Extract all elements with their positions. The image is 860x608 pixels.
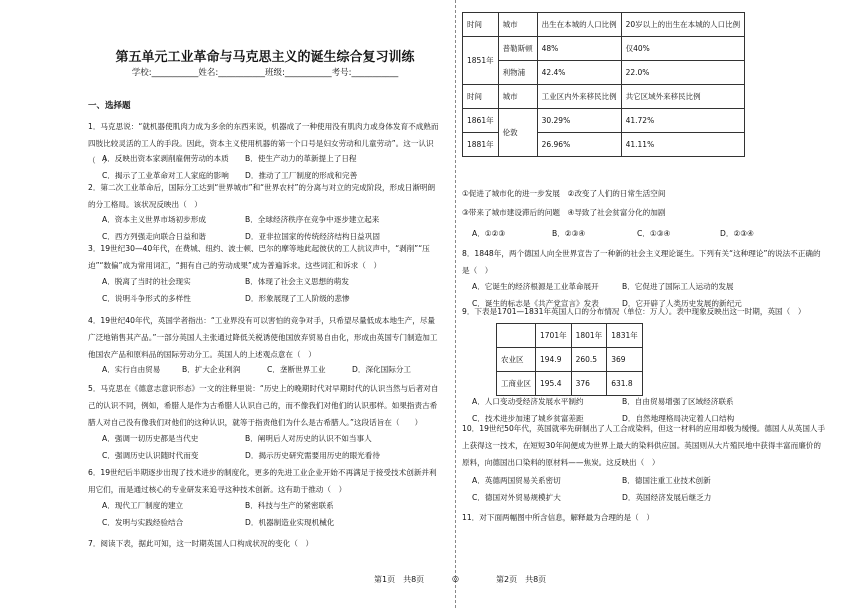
- population-composition-table: [462, 12, 745, 157]
- question-2-option-c[interactable]: C．西方列强走向联合日益和谐: [102, 232, 207, 241]
- question-10-option-b[interactable]: B．德国注重工业技术创新: [622, 476, 711, 485]
- question-3-option-d[interactable]: D．形象展现了工人阶级的悲惨: [245, 294, 350, 303]
- table-cell: 26.96%: [537, 133, 621, 157]
- paper-title: 第五单元工业革命与马克思主义的诞生综合复习训练: [115, 50, 415, 65]
- question-11-stem: 11．对下面两幅图中所含信息，解释最为合理的是（ ）: [462, 513, 654, 522]
- question-7-option-a[interactable]: A．①②③: [472, 229, 506, 238]
- table-row: [463, 13, 745, 37]
- table-cell: 369: [607, 348, 643, 372]
- question-6-option-c[interactable]: C．发明与实践经验结合: [102, 518, 184, 527]
- table-cell: 1701年: [536, 324, 572, 348]
- question-4-stem: 4．19世纪40年代，英国学者指出：“工业界没有可以害怕的竞争对手，只希望尽量低成本地生产，尽量广泛地销售其产品。”一部分英国人主张通过降低关税诱使他国放弃贸易自由化，形成由英国专门制造加工他国农产品和原料品的国际劳动分工。英国人的上述观点意在（ ）: [88, 316, 438, 359]
- question-2-stem: 2．第二次工业革命后，国际分工达到“世界城市”和“世界农村”的分离与对立的完成阶段，形成日渐明朗的分工格局。该状况反映出（ ）: [88, 183, 436, 209]
- table-cell: 出生在本城的人口比例: [537, 13, 621, 37]
- question-7-option-c[interactable]: C．①③④: [637, 229, 671, 238]
- question-6-option-d[interactable]: D．机器制造业实现机械化: [245, 518, 335, 527]
- table-cell: 1881年: [463, 133, 499, 157]
- table-cell: 195.4: [536, 372, 572, 396]
- table-cell: 631.8: [607, 372, 643, 396]
- table-row: [463, 85, 745, 109]
- table-cell: 260.5: [571, 348, 607, 372]
- table-cell: 共它区域外来移民比例: [621, 85, 745, 109]
- question-8-option-d[interactable]: D．它开辟了人类历史发展的新纪元: [622, 299, 742, 308]
- question-1-stem: 1．马克思说：“就机器使肌肉力成为多余的东西来说，机器成了一种使用没有肌肉力或身体发育不成熟而四肢比较灵活的工人的手段。因此，资本主义使用机器的第一个口号是妇女劳动和儿童劳动”。这一认识（ ）: [88, 122, 439, 165]
- table-cell: 376: [571, 372, 607, 396]
- question-2-option-b[interactable]: B．全球经济秩序在竞争中逐步建立起来: [245, 215, 380, 224]
- question-7-option-d[interactable]: D．②③④: [720, 229, 754, 238]
- table-cell: 时间: [463, 13, 499, 37]
- question-2-option-a[interactable]: A．资本主义世界市场初步形成: [102, 215, 206, 224]
- question-4-option-b[interactable]: B．扩大企业利润: [182, 365, 241, 374]
- table-cell: 1861年: [463, 109, 499, 133]
- table-cell: 城市: [498, 13, 537, 37]
- question-5-stem: 5．马克思在《德意志意识形态》一文的注释里说：“历史上的晚期时代对早期时代的认识当然与后者对自己的认识不同，例如，希腊人是作为古希腊人认识自己的，而不像我们对他们的认识那样。如果指责古希腊人对自己没有像我们对他们的这种认识，就等于指责他们为什么是古希腊人。”这段话旨在（ ）: [88, 384, 439, 427]
- table-cell: [497, 324, 536, 348]
- population-distribution-table: [496, 323, 643, 396]
- question-4-option-a[interactable]: A．实行自由贸易: [102, 365, 161, 374]
- table-row: [463, 109, 745, 133]
- table-cell: 1831年: [607, 324, 643, 348]
- question-9-option-a[interactable]: A．人口变动受经济发展水平制约: [472, 397, 584, 406]
- table-cell: 伦敦: [498, 109, 537, 157]
- question-6-option-b[interactable]: B．科技与生产的紧密联系: [245, 501, 334, 510]
- table-cell: 41.11%: [621, 133, 745, 157]
- page-number-left: 第1页 共8页: [374, 575, 425, 584]
- table-cell: 农业区: [497, 348, 536, 372]
- table-row: [497, 348, 643, 372]
- question-3-option-b[interactable]: B．体现了社会主义思想的萌发: [245, 277, 349, 286]
- table-cell: 1801年: [571, 324, 607, 348]
- table-cell: 工业区内外来移民比例: [537, 85, 621, 109]
- question-10-stem: 10．19世纪50年代，英国就率先研制出了人工合成染料，但这一材料的应用却极为缓慢。德国人从英国人手上获得这一技术，在短短30年间便成为世界上最大的染料供应国。英国则从大片殖民地中获得丰富而廉价的原料，向德国出口染料的原材料——焦炭。这反映出（ ）: [462, 424, 826, 467]
- question-6-stem: 6．19世纪后半期逐步出现了技术进步的制度化，更多的先进工业企业开始不再满足于接受技术创新并利用它们，而是通过核心的专业研发来追寻这种技术创新。这有助于推动（ ）: [88, 468, 437, 494]
- table-cell: 48%: [537, 37, 621, 61]
- question-3-option-c[interactable]: C．说明斗争形式的多样性: [102, 294, 191, 303]
- question-10-option-d[interactable]: D．英国经济发展后继乏力: [622, 493, 712, 502]
- question-1-option-a[interactable]: A．反映出资本家剥削雇佣劳动的本质: [102, 154, 229, 163]
- table-cell: 城市: [498, 85, 537, 109]
- question-10-option-a[interactable]: A．英德两国贸易关系密切: [472, 476, 561, 485]
- question-1-option-d[interactable]: D．推动了工厂制度的形成和完善: [245, 171, 358, 180]
- table-cell: 20岁以上的出生在本城的人口比例: [621, 13, 745, 37]
- table-cell: 普勒斯顿: [498, 37, 537, 61]
- question-9-stem: 9．下表是1701—1831年英国人口的分布情况（单位：万人）。表中现象反映出这一时期，英国（ ）: [462, 307, 806, 316]
- page-divider: [455, 0, 456, 608]
- question-6-option-a[interactable]: A．现代工厂制度的建立: [102, 501, 184, 510]
- question-5-option-a[interactable]: A．强调一切历史都是当代史: [102, 434, 199, 443]
- table-cell: 41.72%: [621, 109, 745, 133]
- question-3-option-a[interactable]: A．脱离了当时的社会现实: [102, 277, 191, 286]
- table-cell: 仅40%: [621, 37, 745, 61]
- table-row: [463, 37, 745, 61]
- question-4-option-c[interactable]: C．垄断世界工业: [267, 365, 326, 374]
- student-info-line: 学校:___________姓名:___________班级:___________考号:___________: [131, 68, 399, 78]
- question-2-option-d[interactable]: D．亚非拉国家的传统经济结构日益巩固: [245, 232, 380, 241]
- question-8-option-a[interactable]: A．它诞生的经济根源是工业革命展开: [472, 282, 599, 291]
- question-7-option-b[interactable]: B．②③④: [552, 229, 586, 238]
- table-row: [497, 372, 643, 396]
- question-4-option-d[interactable]: D．深化国际分工: [352, 365, 412, 374]
- question-10-option-c[interactable]: C．德国对外贸易规模扩大: [472, 493, 561, 502]
- question-8-option-b[interactable]: B．它促进了国际工人运动的发展: [622, 282, 734, 291]
- question-1-option-b[interactable]: B．使生产动力的革新提上了日程: [245, 154, 357, 163]
- table-row: [463, 61, 745, 85]
- question-7-statement-1: ①促进了城市化的进一步发展 ②改变了人们的日常生活空间: [462, 189, 666, 198]
- page-center-mark: ◎: [452, 574, 459, 583]
- question-9-option-c[interactable]: C．技术进步加速了城乡贫富差距: [472, 414, 584, 423]
- question-5-option-b[interactable]: B．阐明后人对历史的认识不如当事人: [245, 434, 372, 443]
- page-number-right: 第2页 共8页: [496, 575, 547, 584]
- question-1-option-c[interactable]: C．揭示了工业革命对工人家庭的影响: [102, 171, 229, 180]
- section-heading: 一、选择题: [88, 101, 131, 111]
- table-row: [497, 324, 643, 348]
- question-7-statement-2: ③带来了城市建设滞后的问题 ④导致了社会贫富分化的加剧: [462, 208, 666, 217]
- question-8-stem: 8．1848年，两个德国人向全世界宣告了一种新的社会主义理论诞生。下列有关“这种理论”的说法不正确的是（ ）: [462, 249, 821, 275]
- table-cell: 194.9: [536, 348, 572, 372]
- question-7-stem: 7．阅读下表，据此可知，这一时期英国人口构成状况的变化（ ）: [88, 539, 314, 548]
- table-cell: 1851年: [463, 37, 499, 85]
- question-3-stem: 3．19世纪30—40年代，在费城、纽约、波士顿、巴尔的摩等地此起彼伏的工人抗议声中，“剥削”“压迫”“数偏”成为常用词汇，“拥有自己的劳动成果”成为普遍诉求。这些词汇和诉求（ ）: [88, 244, 430, 270]
- table-cell: 22.0%: [621, 61, 745, 85]
- table-cell: 30.29%: [537, 109, 621, 133]
- table-cell: 时间: [463, 85, 499, 109]
- question-5-option-d[interactable]: D．揭示历史研究需要用历史的眼光看待: [245, 451, 380, 460]
- table-cell: 利物浦: [498, 61, 537, 85]
- question-5-option-c[interactable]: C．强调历史认识随时代而变: [102, 451, 199, 460]
- table-cell: 工商业区: [497, 372, 536, 396]
- question-8-option-c[interactable]: C．诞生的标志是《共产党宣言》发表: [472, 299, 599, 308]
- question-9-option-b[interactable]: B．自由贸易增强了区域经济联系: [622, 397, 734, 406]
- question-9-option-d[interactable]: D．自然地理格局决定着人口结构: [622, 414, 735, 423]
- table-cell: 42.4%: [537, 61, 621, 85]
